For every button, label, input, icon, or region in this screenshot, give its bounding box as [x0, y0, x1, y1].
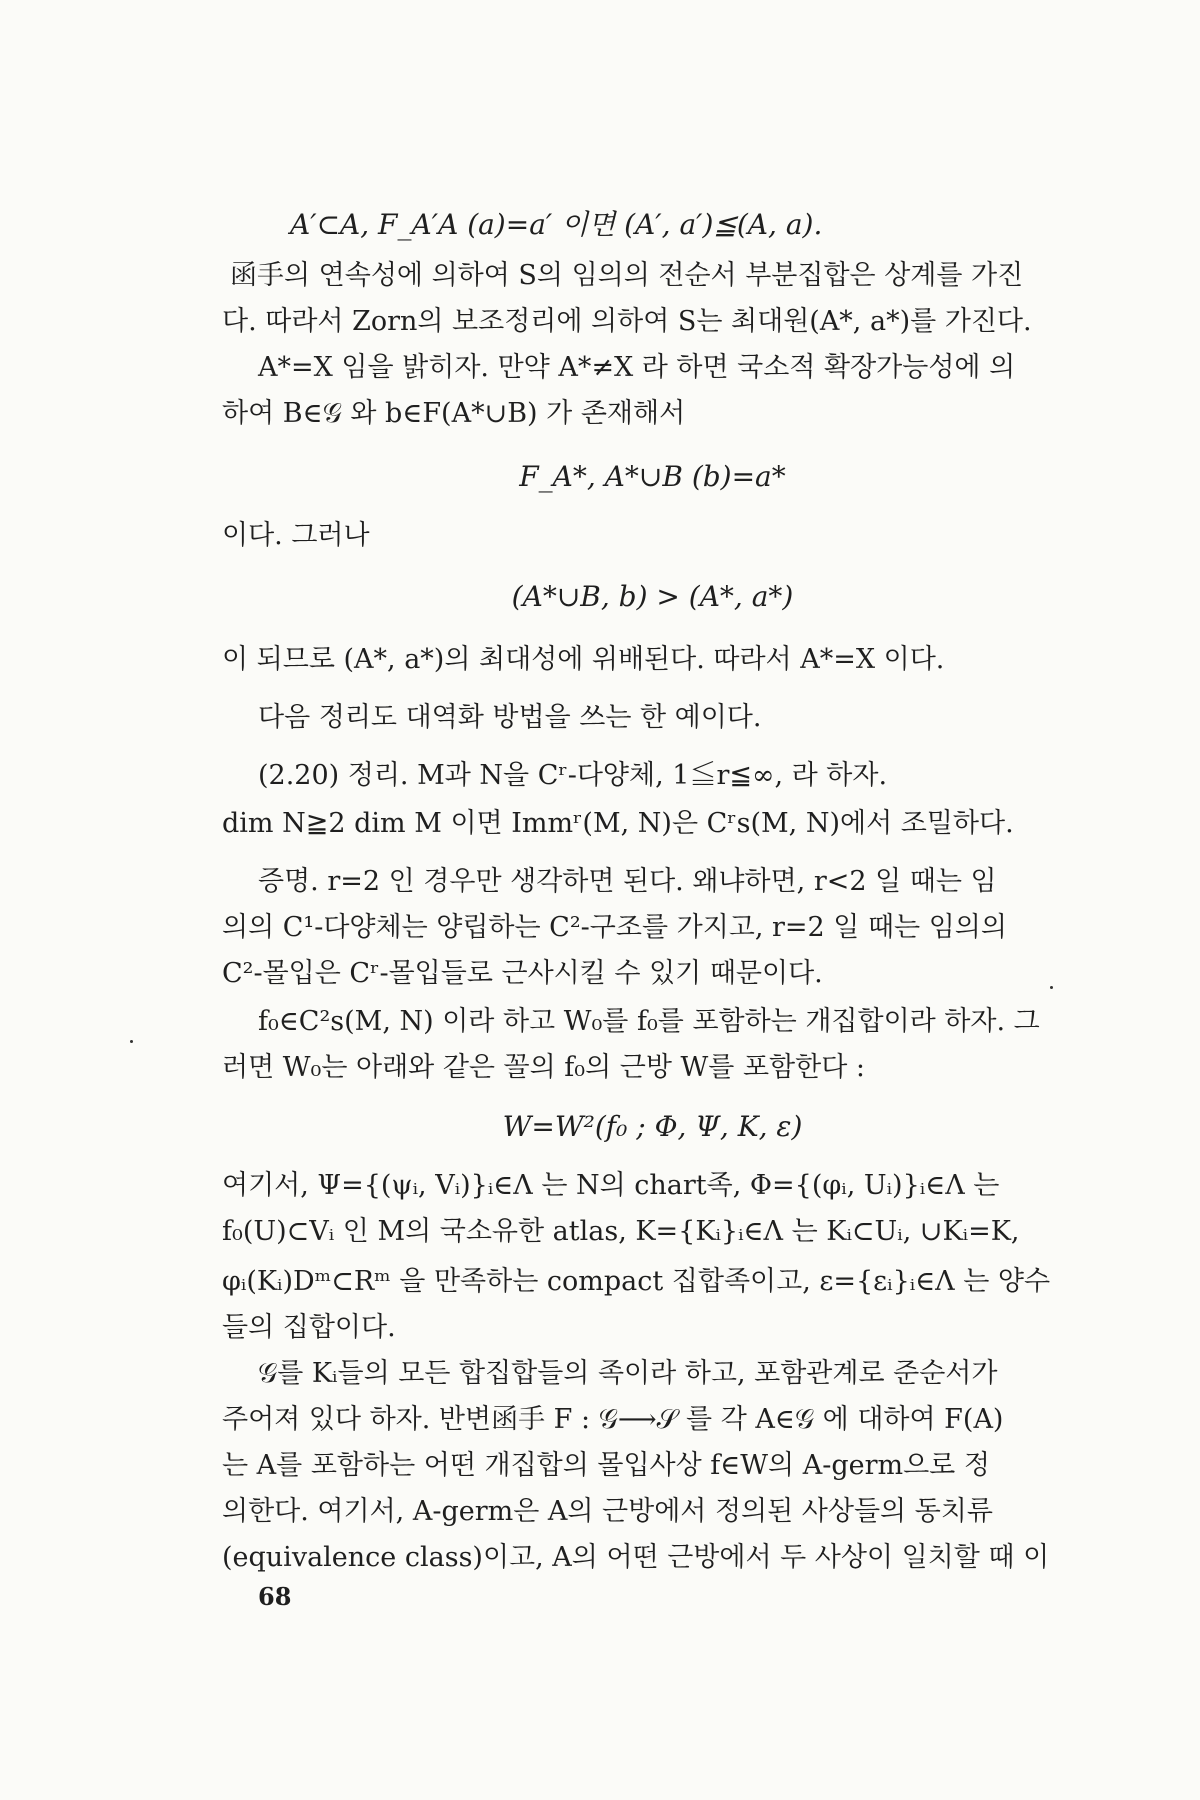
equation-3: (A*∪B, b) > (A*, a*): [511, 580, 794, 613]
text-line: f₀(U)⊂Vᵢ 인 M의 국소유한 atlas, K={Kᵢ}ᵢ∈Λ 는 Kᵢ⊂Uᵢ, ∪Kᵢ=K,: [222, 1216, 1020, 1247]
text-line: 들의 집합이다.: [222, 1312, 396, 1343]
text-line: 의의 C¹-다양체는 양립하는 C²-구조를 가지고, r=2 일 때는 임의의: [222, 912, 1007, 943]
text-line: C²-몰입은 Cʳ-몰입들로 근사시킬 수 있기 때문이다.: [222, 958, 823, 989]
text-line: 𝒢를 Kᵢ들의 모든 합집합들의 족이라 하고, 포함관계로 준순서가: [258, 1358, 998, 1389]
text-line: 다음 정리도 대역화 방법을 쓰는 한 예이다.: [258, 702, 762, 733]
proof-line: 증명. r=2 인 경우만 생각하면 된다. 왜냐하면, r<2 일 때는 임: [258, 866, 997, 897]
text-line: f₀∈C²s(M, N) 이라 하고 W₀를 f₀를 포함하는 개집합이라 하자. 그: [258, 1006, 1040, 1037]
equation-4: W=W²(f₀ ; Φ, Ψ, K, ε): [502, 1110, 803, 1143]
print-speck: [1050, 986, 1053, 989]
page-number: 68: [258, 1582, 292, 1611]
equation-2: F_A*, A*∪B (b)=a*: [519, 460, 786, 493]
text-line: 하여 B∈𝒢 와 b∈F(A*∪B) 가 존재해서: [222, 398, 686, 429]
text-line: 주어져 있다 하자. 반변函手 F : 𝒢⟶𝒮 를 각 A∈𝒢 에 대하여 F(A): [222, 1404, 1004, 1435]
text-line: 의한다. 여기서, A-germ은 A의 근방에서 정의된 사상들의 동치류: [222, 1496, 993, 1527]
text-line: 러면 W₀는 아래와 같은 꼴의 f₀의 근방 W를 포함한다 :: [222, 1052, 865, 1083]
theorem-heading: (2.20) 정리. M과 N을 Cʳ-다양체, 1≦r≦∞, 라 하자.: [258, 760, 888, 791]
text-line: 이다. 그러나: [222, 520, 370, 551]
text-line: 여기서, Ψ={(ψᵢ, Vᵢ)}ᵢ∈Λ 는 N의 chart족, Φ={(φᵢ, Uᵢ)}ᵢ∈Λ 는: [222, 1170, 1000, 1201]
text-line: A*=X 임을 밝히자. 만약 A*≠X 라 하면 국소적 확장가능성에 의: [258, 352, 1016, 383]
text-line: (equivalence class)이고, A의 어떤 근방에서 두 사상이 일치할 때 이: [222, 1542, 1050, 1573]
print-speck: [130, 1040, 133, 1043]
text-line: 函手의 연속성에 의하여 S의 임의의 전순서 부분집합은 상계를 가진: [230, 260, 1024, 291]
text-line: φᵢ(Kᵢ)Dᵐ⊂Rᵐ 을 만족하는 compact 집합족이고, ε={εᵢ}ᵢ∈Λ 는 양수: [222, 1266, 1051, 1297]
text-line: dim N≧2 dim M 이면 Immʳ(M, N)은 Cʳs(M, N)에서 조밀하다.: [222, 808, 1014, 839]
equation-1: A′⊂A, F_A′A (a)=a′ 이면 (A′, a′)≦(A, a).: [290, 208, 823, 241]
text-line: 이 되므로 (A*, a*)의 최대성에 위배된다. 따라서 A*=X 이다.: [222, 644, 945, 675]
text-line: 는 A를 포함하는 어떤 개집합의 몰입사상 f∈W의 A-germ으로 정: [222, 1450, 990, 1481]
text-line: 다. 따라서 Zorn의 보조정리에 의하여 S는 최대원(A*, a*)를 가진다.: [222, 306, 1032, 337]
